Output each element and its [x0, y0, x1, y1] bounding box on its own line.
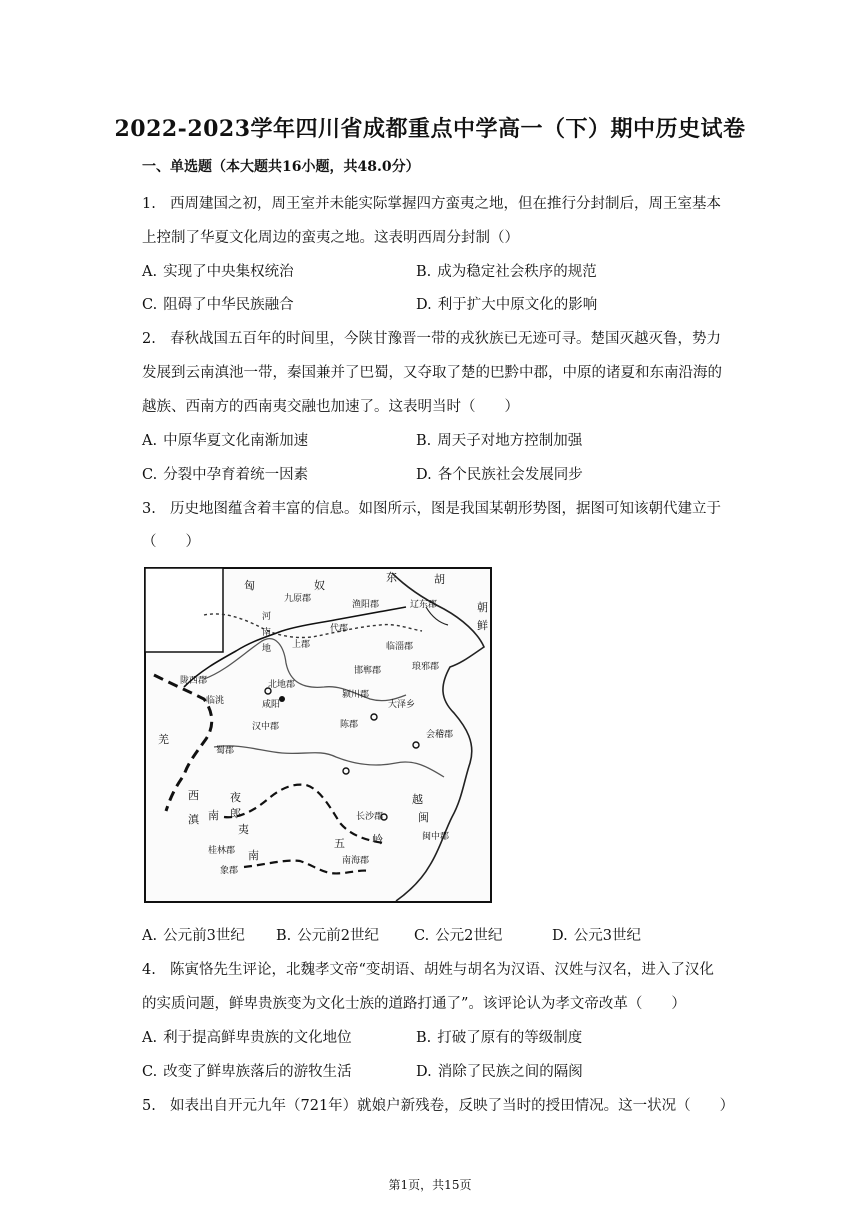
question-1-line-2: 上控制了华夏文化周边的蛮夷之地。这表明西周分封制（）	[142, 230, 519, 246]
map-label: 羌	[158, 733, 169, 746]
option-b[interactable]: B. 打破了原有的等级制度	[416, 1030, 583, 1046]
exam-title: 2022-2023学年四川省成都重点中学高一（下）期中历史试卷	[114, 116, 746, 142]
option-b[interactable]: B. 公元前2世纪	[276, 928, 379, 944]
map-label: 陇西郡	[180, 676, 208, 686]
question-3-line-2: （ ）	[142, 534, 200, 550]
question-2-line-1: 2. 春秋战国五百年的时间里，今陕甘豫晋一带的戎狄族已无迹可寻。楚国灭越灭鲁，势力	[142, 331, 721, 347]
map-label: 闽中郡	[422, 832, 450, 842]
question-number: 5.	[142, 1098, 156, 1114]
map-label: 象郡	[220, 866, 239, 876]
map-label: 桂林郡	[208, 846, 236, 856]
map-label: 颍川郡	[342, 690, 370, 700]
map-label: 夷	[238, 823, 249, 836]
map-label: 朝	[477, 601, 488, 614]
map-label: 郎	[230, 807, 241, 820]
map-label: 代郡	[330, 624, 349, 634]
question-2-line-3: 越族、西南方的西南夷交融也加速了。这表明当时（ ）	[142, 399, 519, 415]
map-label: 奴	[314, 579, 325, 592]
question-number: 2.	[142, 331, 156, 347]
map-label: 滇	[188, 813, 199, 826]
question-number: 3.	[142, 501, 156, 517]
question-5-line-1: 5. 如表出自开元九年（721年）就娘户新残卷，反映了当时的授田情况。这一状况（ ）	[142, 1098, 735, 1114]
map-label: 汉中郡	[252, 722, 280, 732]
question-number: 1.	[142, 196, 156, 212]
map-label: 辽东郡	[410, 600, 438, 610]
map-label: 长沙郡	[356, 812, 384, 822]
map-label: 胡	[434, 573, 445, 586]
question-1-line-1: 1. 西周建国之初，周王室并未能实际掌握四方蛮夷之地，但在推行分封制后，周王室基本	[142, 196, 721, 212]
option-d[interactable]: D. 利于扩大中原文化的影响	[416, 297, 598, 313]
option-b[interactable]: B. 周天子对地方控制加强	[416, 433, 583, 449]
map-label: 蜀郡	[216, 746, 235, 756]
option-c[interactable]: C. 公元2世纪	[414, 928, 503, 944]
map-label: 匈	[244, 579, 255, 592]
option-d[interactable]: D. 消除了民族之间的隔阂	[416, 1064, 583, 1080]
map-label: 岭	[372, 833, 383, 846]
question-4-line-1: 4. 陈寅恪先生评论，北魏孝文帝“变胡语、胡姓与胡名为汉语、汉姓与汉名，进入了汉化	[142, 962, 714, 978]
section-heading: 一、单选题（本大题共16小题，共48.0分）	[142, 159, 420, 175]
map-label: 越	[412, 793, 423, 806]
map-label: 南	[208, 809, 219, 822]
question-2-line-2: 发展到云南滇池一带，秦国兼并了巴蜀，又夺取了楚的巴黔中郡，中原的诸夏和东南沿海的	[142, 365, 722, 381]
option-c[interactable]: C. 分裂中孕育着统一因素	[142, 467, 309, 483]
question-number: 4.	[142, 962, 156, 978]
map-label: 五	[334, 837, 345, 850]
option-c[interactable]: C. 阻碍了中华民族融合	[142, 297, 294, 313]
page-footer: 第1页，共15页	[388, 1178, 472, 1192]
map-label: 渔阳郡	[352, 600, 380, 610]
qin-dynasty-map	[144, 567, 492, 903]
option-c[interactable]: C. 改变了鲜卑族落后的游牧生活	[142, 1064, 352, 1080]
option-a[interactable]: A. 公元前3世纪	[142, 928, 245, 944]
map-label: 琅邪郡	[412, 662, 440, 672]
question-4-line-2: 的实质问题，鲜卑贵族变为文化士族的道路打通了”。该评论认为孝文帝改革（ ）	[142, 996, 686, 1012]
option-a[interactable]: A. 中原华夏文化南渐加速	[142, 433, 309, 449]
map-label: 九原郡	[284, 594, 312, 604]
map-label: 西	[188, 789, 199, 802]
map-label: 南	[262, 628, 272, 638]
map-label: 临洮	[206, 696, 225, 706]
map-label: 咸阳	[262, 700, 281, 710]
map-label: 闽	[418, 811, 429, 824]
map-label: 东	[386, 571, 397, 584]
map-label: 北地郡	[268, 680, 296, 690]
map-label: 会稽郡	[426, 730, 454, 740]
map-label: 河	[262, 612, 272, 622]
map-label: 南	[248, 849, 259, 862]
map-label: 邯郸郡	[354, 666, 382, 676]
option-d[interactable]: D. 各个民族社会发展同步	[416, 467, 583, 483]
option-a[interactable]: A. 利于提高鲜卑贵族的文化地位	[142, 1030, 352, 1046]
option-a[interactable]: A. 实现了中央集权统治	[142, 264, 294, 280]
map-label: 陈郡	[340, 720, 359, 730]
map-label: 鲜	[477, 619, 488, 632]
option-b[interactable]: B. 成为稳定社会秩序的规范	[416, 264, 597, 280]
question-3-line-1: 3. 历史地图蕴含着丰富的信息。如图所示，图是我国某朝形势图，据图可知该朝代建立于	[142, 501, 721, 517]
map-label: 南海郡	[342, 856, 370, 866]
map-label: 夜	[230, 791, 241, 804]
option-d[interactable]: D. 公元3世纪	[552, 928, 641, 944]
map-label: 上郡	[292, 640, 311, 650]
map-label: 地	[262, 644, 272, 654]
map-label: 临淄郡	[386, 642, 414, 652]
map-label: 大泽乡	[388, 700, 416, 710]
